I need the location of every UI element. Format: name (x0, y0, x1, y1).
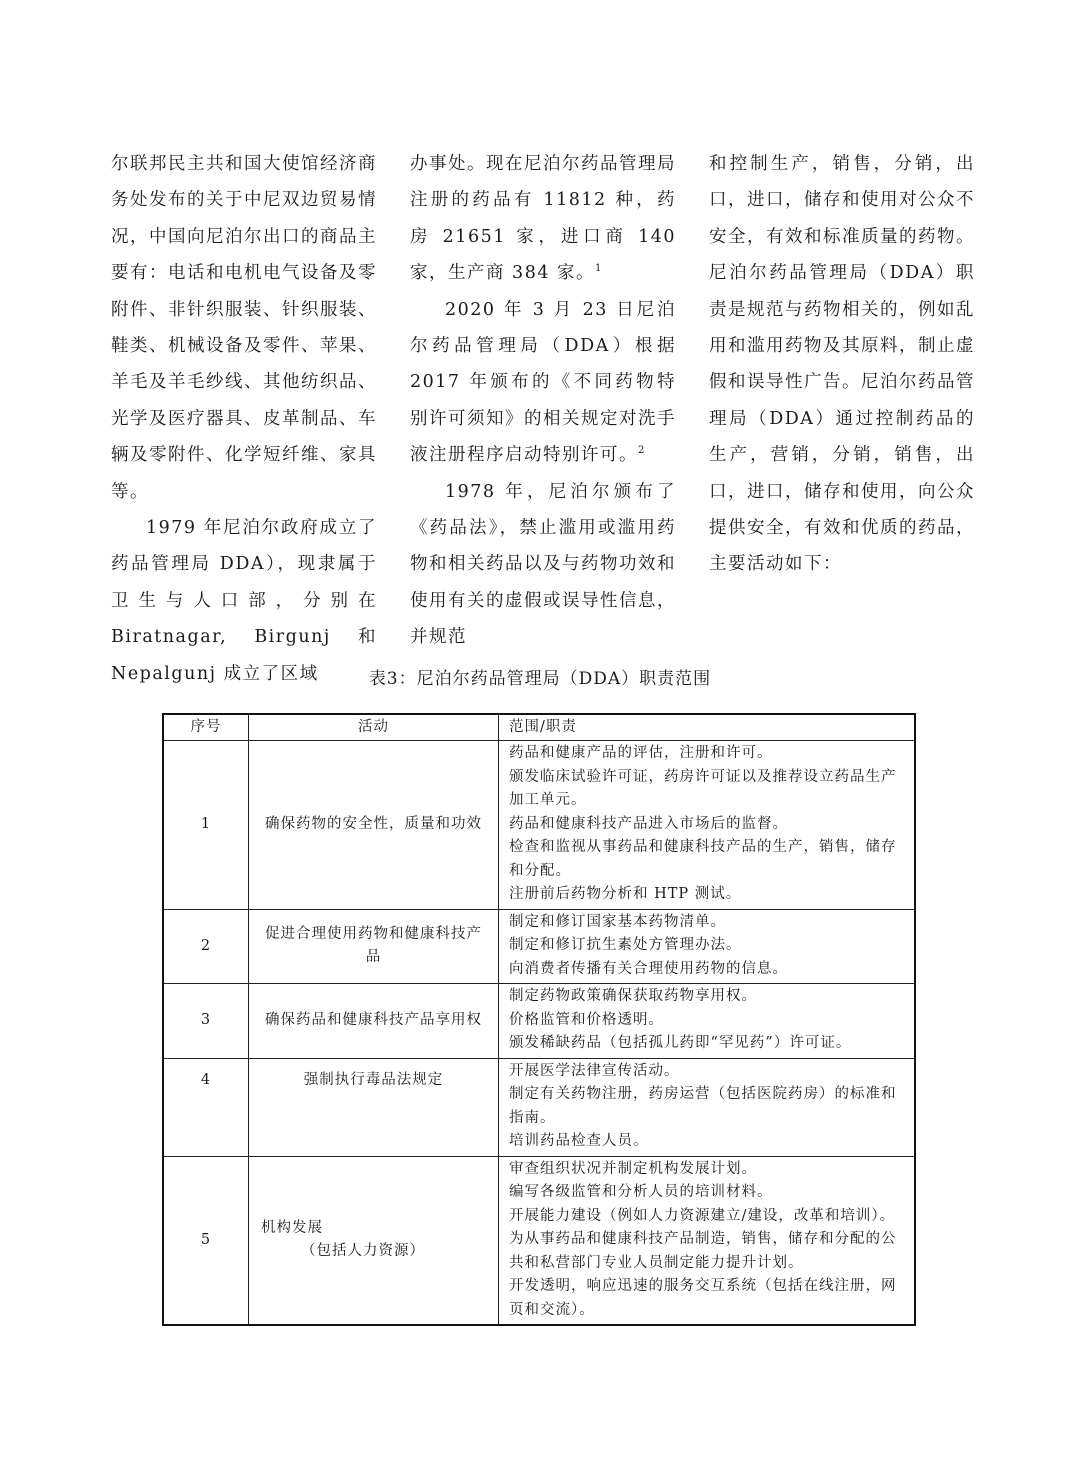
paragraph (410, 292, 676, 474)
scope-item: 制定有关药物注册，药房运营（包括医院药房）的标准和指南。 (509, 1086, 897, 1126)
text-column-right (709, 146, 975, 583)
scope-item: 颁发稀缺药品（包括孤儿药即“罕见药”）许可证。 (509, 1035, 852, 1051)
paragraph-text: 2020 年 3 月 23 日尼泊尔药品管理局（DDA）根据 2017 年颁布的《不同药物特别许可须知》的相关规定对洗手液注册程序启动特别许可。 (410, 299, 676, 466)
dda-duties-table (162, 713, 916, 1326)
header-activity: 活动 (249, 714, 499, 741)
table-caption: 表3：尼泊尔药品管理局（DDA）职责范围 (368, 669, 712, 689)
scope-item: 颁发临床试验许可证，药房许可证以及推荐设立药品生产加工单元。 (509, 768, 897, 808)
scope-item: 审查组织状况并制定机构发展计划。 (509, 1160, 757, 1177)
row-scope (499, 1156, 916, 1325)
row-num: 5 (163, 1156, 249, 1325)
row-num: 1 (163, 741, 249, 910)
row-num: 4 (163, 1058, 249, 1156)
text-column-left (111, 146, 377, 692)
row-activity: 强制执行毒品法规定 (249, 1058, 499, 1156)
scope-item: 检查和监视从事药品和健康科技产品的生产，销售，储存和分配。 (509, 839, 897, 879)
scope-item: 制定和修订国家基本药物清单。 (509, 913, 726, 930)
table-row (163, 984, 915, 1059)
table-row (163, 1058, 915, 1156)
footnote-marker: 1 (595, 263, 603, 275)
scope-item: 药品和健康产品的评估，注册和许可。 (509, 745, 773, 761)
table-row (163, 909, 915, 984)
table-row (163, 741, 915, 910)
footnote-marker: 2 (638, 445, 646, 457)
row-activity: 确保药物的安全性，质量和功效 (249, 741, 499, 910)
header-num: 序号 (163, 714, 249, 741)
scope-item: 制定药物政策确保获取药物享用权。 (509, 988, 757, 1004)
scope-item: 编写各级监管和分析人员的培训材料。 (509, 1184, 773, 1200)
scope-item: 制定和修订抗生素处方管理办法。 (509, 937, 742, 953)
paragraph: 和控制生产，销售，分销，出口，进口，储存和使用对公众不安全，有效和标准质量的药物。尼泊尔药品管理局（DDA）职责是规范与药物相关的，例如乱用和滥用药物及其原料，制止虚假和误导性广告。尼泊尔药品管理局（DDA）通过控制药品的生产，营销，分销，销售，出口，进口，储存和使用，向公众提供安全，有效和优质的药品，主要活动如下： (709, 154, 975, 575)
paragraph: 1979 年尼泊尔政府成立了药品管理局 DDA），现隶属于卫生与人口部，分别在 Biratnagar, Birgunj 和 Nepalgunj 成立了区域 (111, 518, 377, 684)
row-activity: 促进合理使用药物和健康科技产品 (249, 909, 499, 984)
scope-item: 开展医学法律宣传活动。 (509, 1062, 680, 1079)
row-scope (499, 909, 916, 984)
paragraph: 1978 年，尼泊尔颁布了《药品法》，禁止滥用或滥用药物和相关药品以及与药物功效和使用有关的虚假或误导性信息，并规范 (410, 481, 676, 648)
scope-item: 注册前后药物分析和 HTP 测试。 (509, 886, 742, 902)
paragraph: 尔联邦民主共和国大使馆经济商务处发布的关于中尼双边贸易情况，中国向尼泊尔出口的商品主要有：电话和电机电气设备及零附件、非针织服装、针织服装、鞋类、机械设备及零件、苹果、羊毛及羊毛纱线、其他纺织品、光学及医疗器具、皮革制品、车辆及零附件、化学短纤维、家具等。 (111, 154, 377, 502)
header-scope: 范围/职责 (499, 714, 916, 741)
row-scope (499, 741, 916, 910)
activity-subtitle: （包括人力资源） (301, 1243, 425, 1260)
row-activity: 确保药品和健康科技产品享用权 (249, 984, 499, 1059)
row-num: 2 (163, 909, 249, 984)
row-num: 3 (163, 984, 249, 1059)
scope-item: 开发透明，响应迅速的服务交互系统（包括在线注册，网页和交流）。 (509, 1278, 897, 1318)
paragraph (410, 146, 676, 292)
scope-item: 价格监管和价格透明。 (509, 1011, 664, 1028)
scope-item: 为从事药品和健康科技产品制造，销售，储存和分配的公共和私营部门专业人员制定能力提升计划。 (509, 1231, 897, 1271)
scope-item: 培训药品检查人员。 (509, 1133, 649, 1149)
scope-item: 药品和健康科技产品进入市场后的监督。 (509, 815, 788, 832)
scope-item: 向消费者传播有关合理使用药物的信息。 (509, 960, 788, 977)
activity-title: 机构发展 (261, 1219, 323, 1236)
paragraph-text: 办事处。现在尼泊尔药品管理局注册的药品有 11812 种，药房 21651 家，进口商 140 家，生产商 384 家。 (410, 154, 676, 284)
row-scope (499, 1058, 916, 1156)
table-header-row (163, 714, 915, 741)
table-row (163, 1156, 915, 1325)
scope-item: 开展能力建设（例如人力资源建立/建设，改革和培训）。 (509, 1207, 896, 1224)
row-scope (499, 984, 916, 1059)
text-column-middle (410, 146, 676, 656)
row-activity (249, 1156, 499, 1325)
